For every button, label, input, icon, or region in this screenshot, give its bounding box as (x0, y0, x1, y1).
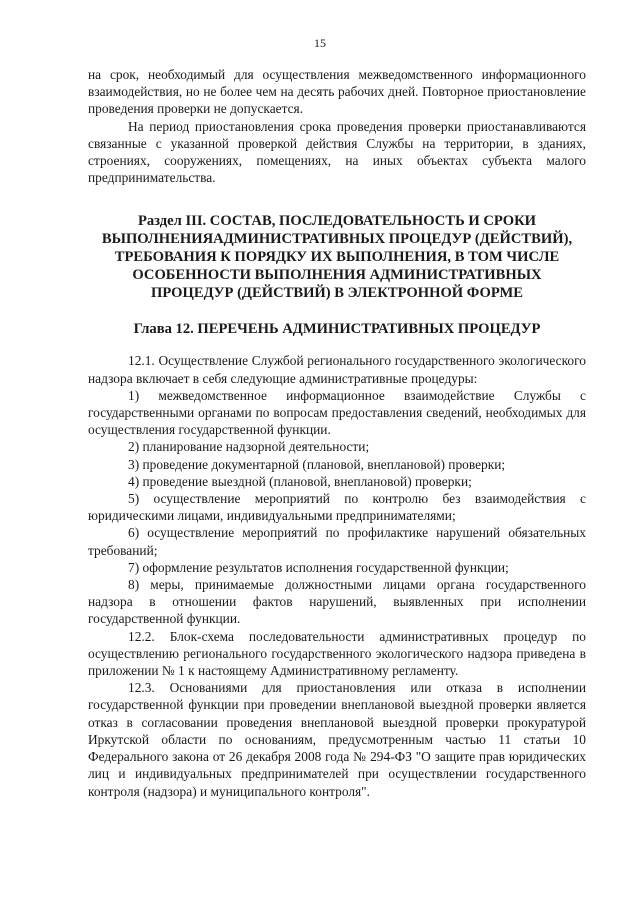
chapter-title: Глава 12. ПЕРЕЧЕНЬ АДМИНИСТРАТИВНЫХ ПРОЦЕДУР (133, 321, 541, 338)
procedure-item: 7) оформление результатов исполнения государственной функции; (128, 559, 509, 575)
procedure-list (88, 387, 586, 628)
intro-paragraph-1: на срок, необходимый для осуществления межведомственного информационного взаимодействия, но не более чем на десять рабочих дней. Повторное приостановление проведения проверки не допускается. (88, 67, 586, 117)
procedure-item: 2) планирование надзорной деятельности; (128, 439, 370, 455)
procedure-item: 1) межведомственное информационное взаимодействие Службы с государственными органами по вопросам предоставления сведений, необходимых для осуществления государственной функции. (88, 387, 586, 438)
procedure-item: 4) проведение выездной (плановой, внеплановой) проверки; (128, 473, 472, 489)
document-body (88, 66, 586, 800)
page-number: 15 (314, 36, 326, 50)
clause-12-1: 12.1. Осуществление Службой регионального государственного экологического надзора включает в себя следующие административные процедуры: (88, 353, 586, 386)
procedure-item: 5) осуществление мероприятий по контролю без взаимодействия с юридическими лицами, индивидуальными предпринимателями; (88, 491, 586, 524)
clause-12-2: 12.2. Блок-схема последовательности административных процедур по осуществлению регионального государственного экологического надзора приведена в приложении № 1 к настоящему Административному регламенту. (88, 628, 586, 679)
section-title-line: ТРЕБОВАНИЯ К ПОРЯДКУ ИХ ВЫПОЛНЕНИЯ, В ТОМ ЧИСЛЕ (114, 249, 560, 266)
clause-12-3: 12.3. Основаниями для приостановления или отказа в исполнении государственной функции при проведении внеплановой выездной проверки является отказ в согласовании проведения внеплановой выездной проверки прокуратурой Иркутской области по основаниям, предусмотренным частью 11 статьи 10 Федерального закона от 26 декабря 2008 года № 294-ФЗ "О защите прав юридических лиц и индивидуальных предпринимателей при осуществлении государственного контроля (надзора) и муниципального контроля". (88, 680, 586, 799)
section-title-line: ПРОЦЕДУР (ДЕЙСТВИЙ) В ЭЛЕКТРОННОЙ ФОРМЕ (150, 285, 524, 302)
intro-paragraph-2: На период приостановления срока проведения проверки приостанавливаются связанные с указанной проверкой действия Службы на территории, в зданиях, строениях, сооружениях, помещениях, на иных объектах субъекта малого предпринимательства. (88, 118, 586, 186)
procedure-item: 6) осуществление мероприятий по профилактике нарушений обязательных требований; (88, 525, 586, 558)
section-title-line: ВЫПОЛНЕНИЯАДМИНИСТРАТИВНЫХ ПРОЦЕДУР (ДЕЙСТВИЙ), (101, 231, 573, 248)
section-title-line: ОСОБЕННОСТИ ВЫПОЛНЕНИЯ АДМИНИСТРАТИВНЫХ (132, 267, 542, 284)
procedure-item: 8) меры, принимаемые должностными лицами органа государственного надзора в отношении фактов нарушений, выявленных при исполнении государственной функции. (88, 577, 586, 627)
section-title-line: Раздел III. СОСТАВ, ПОСЛЕДОВАТЕЛЬНОСТЬ И СРОКИ (137, 213, 537, 230)
section-title (88, 212, 586, 302)
procedure-item: 3) проведение документарной (плановой, внеплановой) проверки; (128, 456, 506, 472)
